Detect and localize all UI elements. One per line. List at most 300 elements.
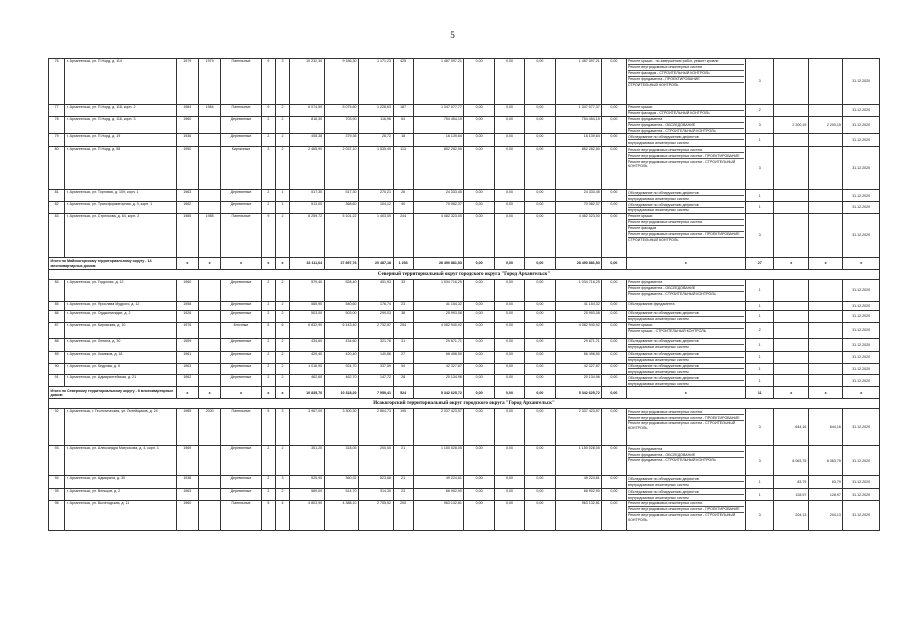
- work-item: СТРОИТЕЛЬНЫЙ КОНТРОЛЬ: [628, 82, 679, 87]
- address-cell: г. Архангельск, ул. Кедрова, д. 6: [65, 363, 176, 375]
- residents-cell: 40: [393, 202, 413, 214]
- wall-material-cell: Деревянные: [221, 351, 262, 363]
- address-cell: г. Архангельск, ул. Химиков, д. 18: [65, 351, 176, 363]
- address-cell: г. Архангельск, ул. П.Норд, д. 118, корп. 2: [65, 105, 176, 117]
- works-cell: [626, 190, 746, 202]
- max-cost-cell: [808, 105, 842, 117]
- area-total-cell: 513,00: [290, 202, 324, 214]
- area-total-cell: 1 016,90: [290, 363, 324, 375]
- address-cell: г. Архангельск, ул. Вычегодская, д. 11: [65, 501, 176, 531]
- wall-material-cell: Деревянные: [221, 476, 262, 489]
- total-residents-cell: 1 253: [393, 258, 413, 270]
- deadline-cell: 31.12.2020: [843, 59, 880, 105]
- floors-cell: 9: [261, 214, 275, 258]
- floors-cell: 2: [261, 302, 275, 311]
- floors-cell: 2: [261, 375, 275, 387]
- cost-total-cell: 852 282,50: [413, 147, 464, 190]
- year-built-cell: 1962: [176, 375, 198, 387]
- year-commission-cell: 1985: [198, 214, 220, 258]
- entrances-cell: 2: [275, 280, 289, 302]
- wall-material-cell: Деревянные: [221, 134, 262, 147]
- works-cell: [626, 322, 746, 338]
- wall-material-cell: Панельные: [221, 59, 262, 105]
- fund-cell: 0,00: [464, 375, 494, 387]
- year-built-cell: 1938: [176, 476, 198, 489]
- address-cell: г. Архангельск, ул. Трансформаторная, д. 9, корп. 1: [65, 202, 176, 214]
- works-cell: [626, 311, 746, 323]
- work-item: Ремонт внутридомовых инженерных систем: [628, 147, 744, 153]
- area-residential-cell: 517,30: [324, 190, 358, 202]
- wall-material-cell: Деревянные: [221, 338, 262, 351]
- year-built-cell: 1959: [176, 338, 198, 351]
- spec-cell: 0,00: [602, 302, 626, 311]
- table-row: [49, 446, 880, 476]
- table-row: [49, 59, 880, 105]
- cost-total-cell: 41 154,32: [413, 302, 464, 311]
- cost-total-cell: 70 082,37: [413, 202, 464, 214]
- area-residential-cell: 5 101,22: [324, 214, 358, 258]
- spec-cell: 0,00: [602, 311, 626, 323]
- entrances-cell: 1: [275, 202, 289, 214]
- deadline-cell: 31.12.2020: [843, 338, 880, 351]
- total-label: Итого по Северному территориальному округу - 8 многоквартирных домов:: [49, 387, 177, 399]
- owners-cell: 4 082 940,92: [555, 322, 602, 338]
- row-number: 78: [49, 116, 65, 134]
- table-row: [49, 116, 880, 134]
- owners-cell: 1 347 077,37: [555, 105, 602, 117]
- year-commission-cell: [198, 501, 220, 531]
- residents-cell: 200: [393, 501, 413, 531]
- cost-total-cell: 1 487 097,21: [413, 59, 464, 105]
- entrances-cell: 2: [275, 446, 289, 476]
- total-spec-cell: 0,00: [602, 258, 626, 270]
- area-total-cell: 2 465,90: [290, 147, 324, 190]
- unit-cost-cell: [774, 338, 808, 351]
- budget-cell: 0,00: [494, 351, 524, 363]
- row-number: 90: [49, 363, 65, 375]
- works-cell: [626, 338, 746, 351]
- year-built-cell: 1960: [176, 116, 198, 134]
- row-number: 88: [49, 338, 65, 351]
- budget2-cell: 0,00: [525, 105, 555, 117]
- owners-cell: 24 333,45: [555, 190, 602, 202]
- max-cost-cell: [808, 147, 842, 190]
- table-row: [49, 190, 880, 202]
- budget2-cell: 0,00: [525, 338, 555, 351]
- budget2-cell: 0,00: [525, 489, 555, 501]
- spec-cell: 0,00: [602, 147, 626, 190]
- spec-cell: 0,00: [602, 280, 626, 302]
- deadline-cell: 31.12.2020: [843, 280, 880, 302]
- residents-cell: 31: [393, 338, 413, 351]
- fund-cell: 0,00: [464, 311, 494, 323]
- total-blank-cell: x: [626, 258, 746, 270]
- floors-cell: 2: [261, 351, 275, 363]
- table-body: [49, 59, 880, 531]
- total-budget2-cell: 0,00: [525, 258, 555, 270]
- work-item: Ремонт крыши - СТРОИТЕЛЬНЫЙ КОНТРОЛЬ: [628, 328, 707, 333]
- cost-total-cell: 42 327,87: [413, 363, 464, 375]
- year-built-cell: 1979: [176, 59, 198, 105]
- residents-cell: 54: [393, 363, 413, 375]
- budget2-cell: 0,00: [525, 322, 555, 338]
- work-item: Ремонт крыши - по завершению работ, ремонт кровли: [628, 59, 744, 65]
- deadline-cell: 31.12.2020: [843, 105, 880, 117]
- address-cell: г. Архангельск, ул. П.Норд, д. 118, корп. 3: [65, 116, 176, 134]
- area-private-cell: 2 864,73: [359, 409, 393, 446]
- table-row: [49, 134, 880, 147]
- unit-cost-cell: [774, 375, 808, 387]
- year-built-cell: 1976: [176, 322, 198, 338]
- owners-cell: 42 327,87: [555, 363, 602, 375]
- unit-cost-cell: [774, 280, 808, 302]
- owners-cell: 2 337 423,57: [555, 409, 602, 446]
- total-blank-cell: x: [843, 258, 880, 270]
- residents-cell: 28: [393, 375, 413, 387]
- area-private-cell: 200,00: [359, 446, 393, 476]
- area-private-cell: 28,72: [359, 134, 393, 147]
- spec-cell: 0,00: [602, 190, 626, 202]
- entrances-cell: 2: [275, 489, 289, 501]
- budget2-cell: 0,00: [525, 280, 555, 302]
- cost-total-cell: 1 150 028,05: [413, 446, 464, 476]
- floors-cell: 3: [261, 147, 275, 190]
- total-blank-cell: x: [774, 387, 808, 399]
- wall-material-cell: Деревянные: [221, 280, 262, 302]
- owners-cell: 66 902,90: [555, 489, 602, 501]
- works-cell: [626, 351, 746, 363]
- fund-cell: 0,00: [464, 105, 494, 117]
- area-total-cell: 462,60: [290, 375, 324, 387]
- unit-cost-cell: 204,13: [774, 501, 808, 531]
- spec-cell: 0,00: [602, 116, 626, 134]
- work-item: Ремонт фундамента: [628, 280, 744, 286]
- work-count-cell: 1: [746, 489, 774, 501]
- table-row: [49, 375, 880, 387]
- year-commission-cell: [198, 375, 220, 387]
- deadline-cell: 31.12.2020: [843, 147, 880, 190]
- area-total-cell: 420,40: [290, 351, 324, 363]
- year-built-cell: 1985: [176, 214, 198, 258]
- total-area-total-cell: 10 835,70: [290, 387, 324, 399]
- work-item: Ремонт фасадов - СТРОИТЕЛЬНЫЙ КОНТРОЛЬ: [628, 71, 744, 77]
- spec-cell: 0,00: [602, 363, 626, 375]
- area-total-cell: 579,40: [290, 280, 324, 302]
- table-row: [49, 363, 880, 375]
- area-total-cell: 517,30: [290, 190, 324, 202]
- row-number: 93: [49, 446, 65, 476]
- row-number: 91: [49, 375, 65, 387]
- cost-total-cell: 29 671,71: [413, 338, 464, 351]
- fund-cell: 0,00: [464, 338, 494, 351]
- work-count-cell: 1: [746, 280, 774, 302]
- work-item: Ремонт крыши: [628, 214, 744, 220]
- area-private-cell: 1 403,00: [359, 214, 393, 258]
- floors-cell: 2: [261, 489, 275, 501]
- area-private-cell: 270,21: [359, 190, 393, 202]
- work-item: внутридомовых инженерных систем: [628, 196, 689, 201]
- budget-cell: 0,00: [494, 302, 524, 311]
- owners-cell: 20 134,96: [555, 375, 602, 387]
- work-count-cell: 3: [746, 501, 774, 531]
- works-cell: [626, 59, 746, 105]
- table-row: [49, 409, 880, 446]
- spec-cell: 0,00: [602, 489, 626, 501]
- total-residents-cell: 524: [393, 387, 413, 399]
- budget2-cell: 0,00: [525, 409, 555, 446]
- year-commission-cell: [198, 363, 220, 375]
- unit-cost-cell: 2 200,15: [774, 116, 808, 134]
- area-residential-cell: 462,70: [324, 375, 358, 387]
- unit-cost-cell: [774, 322, 808, 338]
- area-total-cell: 351,20: [290, 446, 324, 476]
- unit-cost-cell: [774, 311, 808, 323]
- row-number: 95: [49, 489, 65, 501]
- deadline-cell: 31.12.2020: [843, 476, 880, 489]
- deadline-cell: 31.12.2020: [843, 202, 880, 214]
- work-item: Ремонт фундамента - СТРОИТЕЛЬНЫЙ КОНТРОЛЬ: [628, 292, 716, 297]
- residents-cell: 195: [393, 409, 413, 446]
- table-row: [49, 105, 880, 117]
- max-cost-cell: [808, 59, 842, 105]
- deadline-cell: 31.12.2020: [843, 363, 880, 375]
- budget2-cell: 0,00: [525, 116, 555, 134]
- address-cell: г. Архангельск, ул. Торговая, д. 109, корп. 1: [65, 190, 176, 202]
- works-cell: [626, 302, 746, 311]
- work-item: внутридомовых инженерных систем: [628, 208, 689, 213]
- owners-cell: 41 154,32: [555, 302, 602, 311]
- spec-cell: 0,00: [602, 446, 626, 476]
- fund-cell: 0,00: [464, 322, 494, 338]
- area-residential-cell: 924,70: [324, 363, 358, 375]
- work-item: Ремонт фундамента - ОБСЛЕДОВАНИЕ: [628, 452, 744, 458]
- budget2-cell: 0,00: [525, 59, 555, 105]
- work-item: Ремонт внутридомовых инженерных систем - СТРОИТЕЛЬНЫЙ КОНТРОЛЬ: [628, 513, 736, 522]
- work-count-cell: 1: [746, 476, 774, 489]
- area-private-cell: 1 171,23: [359, 59, 393, 105]
- max-cost-cell: [808, 302, 842, 311]
- deadline-cell: 31.12.2020: [843, 134, 880, 147]
- deadline-cell: 31.12.2020: [843, 190, 880, 202]
- total-budget2-cell: 0,00: [525, 387, 555, 399]
- residents-cell: 254: [393, 322, 413, 338]
- entrances-cell: 2: [275, 302, 289, 311]
- year-commission-cell: [198, 190, 220, 202]
- area-private-cell: 451,93: [359, 280, 393, 302]
- year-commission-cell: [198, 202, 220, 214]
- work-item: внутридомовых инженерных систем: [628, 317, 689, 322]
- deadline-cell: 31.12.2020: [843, 214, 880, 258]
- work-count-cell: 2: [746, 105, 774, 117]
- year-commission-cell: [198, 446, 220, 476]
- area-residential-cell: 9 186,30: [324, 59, 358, 105]
- work-item: Обследование по обнаружению дефектов: [628, 311, 744, 317]
- cost-total-cell: 1 034 716,25: [413, 280, 464, 302]
- total-area-priv-cell: 7 959,41: [359, 387, 393, 399]
- year-commission-cell: [198, 338, 220, 351]
- residents-cell: 244: [393, 214, 413, 258]
- budget2-cell: 0,00: [525, 202, 555, 214]
- work-count-cell: 3: [746, 446, 774, 476]
- entrances-cell: 6: [275, 322, 289, 338]
- year-built-cell: 1960: [176, 501, 198, 531]
- work-item: Ремонт фундамента - ПРОЕКТИРОВАНИЕ: [628, 77, 744, 83]
- work-item: Ремонт фундамента: [628, 117, 744, 123]
- address-cell: г. Архангельск, г. Геологическая, ул. Литейщиков, д. 24: [65, 409, 176, 446]
- unit-cost-cell: [774, 190, 808, 202]
- entrances-cell: 3: [275, 409, 289, 446]
- year-commission-cell: [198, 302, 220, 311]
- total-blank-cell: x: [261, 387, 275, 399]
- table-row: [49, 501, 880, 531]
- wall-material-cell: Деревянные: [221, 375, 262, 387]
- work-item: Ремонт внутридомовых инженерных систем - ПРОЕКТИРОВАНИЕ: [628, 415, 744, 421]
- work-count-cell: 1: [746, 351, 774, 363]
- area-total-cell: 10 232,30: [290, 59, 324, 105]
- wall-material-cell: Панельные: [221, 409, 262, 446]
- budget-cell: 0,00: [494, 59, 524, 105]
- spec-cell: 0,00: [602, 476, 626, 489]
- unit-cost-cell: [774, 363, 808, 375]
- budget-cell: 0,00: [494, 280, 524, 302]
- floors-cell: 2: [261, 134, 275, 147]
- entrances-cell: 1: [275, 190, 289, 202]
- cost-total-cell: 66 902,90: [413, 489, 464, 501]
- max-cost-cell: 8 063,75: [808, 446, 842, 476]
- area-residential-cell: 379,36: [324, 134, 358, 147]
- area-private-cell: 1 535,49: [359, 147, 393, 190]
- work-item: Ремонт крыши: [628, 323, 744, 329]
- work-item: Ремонт внутридомовых инженерных систем - СТРОИТЕЛЬНЫЙ КОНТРОЛЬ: [628, 159, 736, 168]
- works-cell: [626, 116, 746, 134]
- works-cell: [626, 409, 746, 446]
- area-private-cell: 314,30: [359, 489, 393, 501]
- area-residential-cell: 4 388,10: [324, 501, 358, 531]
- area-residential-cell: 6 143,40: [324, 322, 358, 338]
- spec-cell: 0,00: [602, 375, 626, 387]
- year-built-cell: 1961: [176, 351, 198, 363]
- total-blank-cell: x: [808, 387, 842, 399]
- spec-cell: 0,00: [602, 105, 626, 117]
- floors-cell: 2: [261, 202, 275, 214]
- area-residential-cell: 360,32: [324, 476, 358, 489]
- work-item: внутридомовых инженерных систем: [628, 357, 689, 362]
- row-number: 83: [49, 214, 65, 258]
- year-commission-cell: [198, 476, 220, 489]
- wall-material-cell: Деревянные: [221, 202, 262, 214]
- work-item: Обследование по обнаружению дефектов: [628, 375, 744, 381]
- section-title: Исакогорский территориальный округ городского округа "Город Архангельск": [49, 399, 880, 409]
- row-number: 87: [49, 322, 65, 338]
- floors-cell: 5: [261, 501, 275, 531]
- total-spec-cell: 0,00: [602, 387, 626, 399]
- budget2-cell: 0,00: [525, 351, 555, 363]
- cost-total-cell: 16 139,64: [413, 134, 464, 147]
- owners-cell: 1 150 028,05: [555, 446, 602, 476]
- work-item: Ремонт внутридомовых инженерных систем: [628, 501, 744, 507]
- budget2-cell: 0,00: [525, 476, 555, 489]
- work-count-cell: 1: [746, 134, 774, 147]
- wall-material-cell: Деревянные: [221, 489, 262, 501]
- budget-cell: 0,00: [494, 214, 524, 258]
- fund-cell: 0,00: [464, 446, 494, 476]
- works-cell: [626, 446, 746, 476]
- works-cell: [626, 105, 746, 117]
- owners-cell: 66 498,50: [555, 351, 602, 363]
- spec-cell: 0,00: [602, 351, 626, 363]
- works-cell: [626, 202, 746, 214]
- cost-total-cell: 754 454,15: [413, 116, 464, 134]
- spec-cell: 0,00: [602, 202, 626, 214]
- work-item: Ремонт крыши: [628, 105, 744, 111]
- wall-material-cell: Деревянные: [221, 363, 262, 375]
- area-residential-cell: 2 037,10: [324, 147, 358, 190]
- residents-cell: 33: [393, 280, 413, 302]
- row-number: 96: [49, 501, 65, 531]
- work-count-cell: 3: [746, 409, 774, 446]
- area-private-cell: 2 755,52: [359, 501, 393, 531]
- row-number: 82: [49, 202, 65, 214]
- unit-cost-cell: [774, 147, 808, 190]
- work-item: Ремонт фасадов - СТРОИТЕЛЬНЫЙ КОНТРОЛЬ: [628, 111, 710, 116]
- work-item: внутридомовых инженерных систем: [628, 140, 689, 145]
- total-area-priv-cell: 20 487,18: [359, 258, 393, 270]
- wall-material-cell: Панельные: [221, 214, 262, 258]
- year-built-cell: 1969: [176, 446, 198, 476]
- works-cell: [626, 280, 746, 302]
- total-cost-total-cell: 28 490 881,53: [413, 258, 464, 270]
- spec-cell: 0,00: [602, 338, 626, 351]
- works-cell: [626, 214, 746, 258]
- area-total-cell: 6 074,50: [290, 105, 324, 117]
- work-item: внутридомовых инженерных систем: [628, 369, 689, 374]
- deadline-cell: 31.12.2020: [843, 311, 880, 323]
- year-commission-cell: [198, 280, 220, 302]
- area-total-cell: 585,90: [290, 302, 324, 311]
- owners-cell: 4 482 323,00: [555, 214, 602, 258]
- year-built-cell: 1936: [176, 134, 198, 147]
- total-blank-cell: x: [808, 258, 842, 270]
- row-number: 79: [49, 134, 65, 147]
- owners-cell: 1 034 716,25: [555, 280, 602, 302]
- owners-cell: 963 132,81: [555, 501, 602, 531]
- residents-cell: 21: [393, 476, 413, 489]
- fund-cell: 0,00: [464, 202, 494, 214]
- floors-cell: 2: [261, 363, 275, 375]
- table-row: [49, 302, 880, 311]
- area-private-cell: 337,59: [359, 363, 393, 375]
- spec-cell: 0,00: [602, 409, 626, 446]
- fund-cell: 0,00: [464, 302, 494, 311]
- page-number: 5: [450, 30, 455, 40]
- fund-cell: 0,00: [464, 489, 494, 501]
- year-built-cell: 1926: [176, 311, 198, 323]
- floors-cell: 2: [261, 311, 275, 323]
- max-cost-cell: 644,16: [808, 409, 842, 446]
- spec-cell: 0,00: [602, 214, 626, 258]
- work-item: Ремонт внутридомовых инженерных систем - ПРОЕКТИРОВАНИЕ: [628, 232, 744, 238]
- work-item: Ремонт фундамента - СТРОИТЕЛЬНЫЙ КОНТРОЛЬ: [628, 128, 716, 133]
- work-item: Ремонт внутридомовых инженерных систем: [628, 65, 744, 71]
- work-item: Ремонт фундамента - ОБСЛЕДОВАНИЕ: [628, 286, 744, 292]
- residents-cell: 21: [393, 446, 413, 476]
- work-item: Обследование по обнаружению дефектов: [628, 476, 744, 482]
- work-item: Ремонт фундамента - СТРОИТЕЛЬНЫЙ КОНТРОЛЬ: [628, 458, 716, 463]
- work-item: Ремонт фундамента: [628, 446, 744, 452]
- fund-cell: 0,00: [464, 501, 494, 531]
- works-cell: [626, 363, 746, 375]
- area-total-cell: 6 259,72: [290, 214, 324, 258]
